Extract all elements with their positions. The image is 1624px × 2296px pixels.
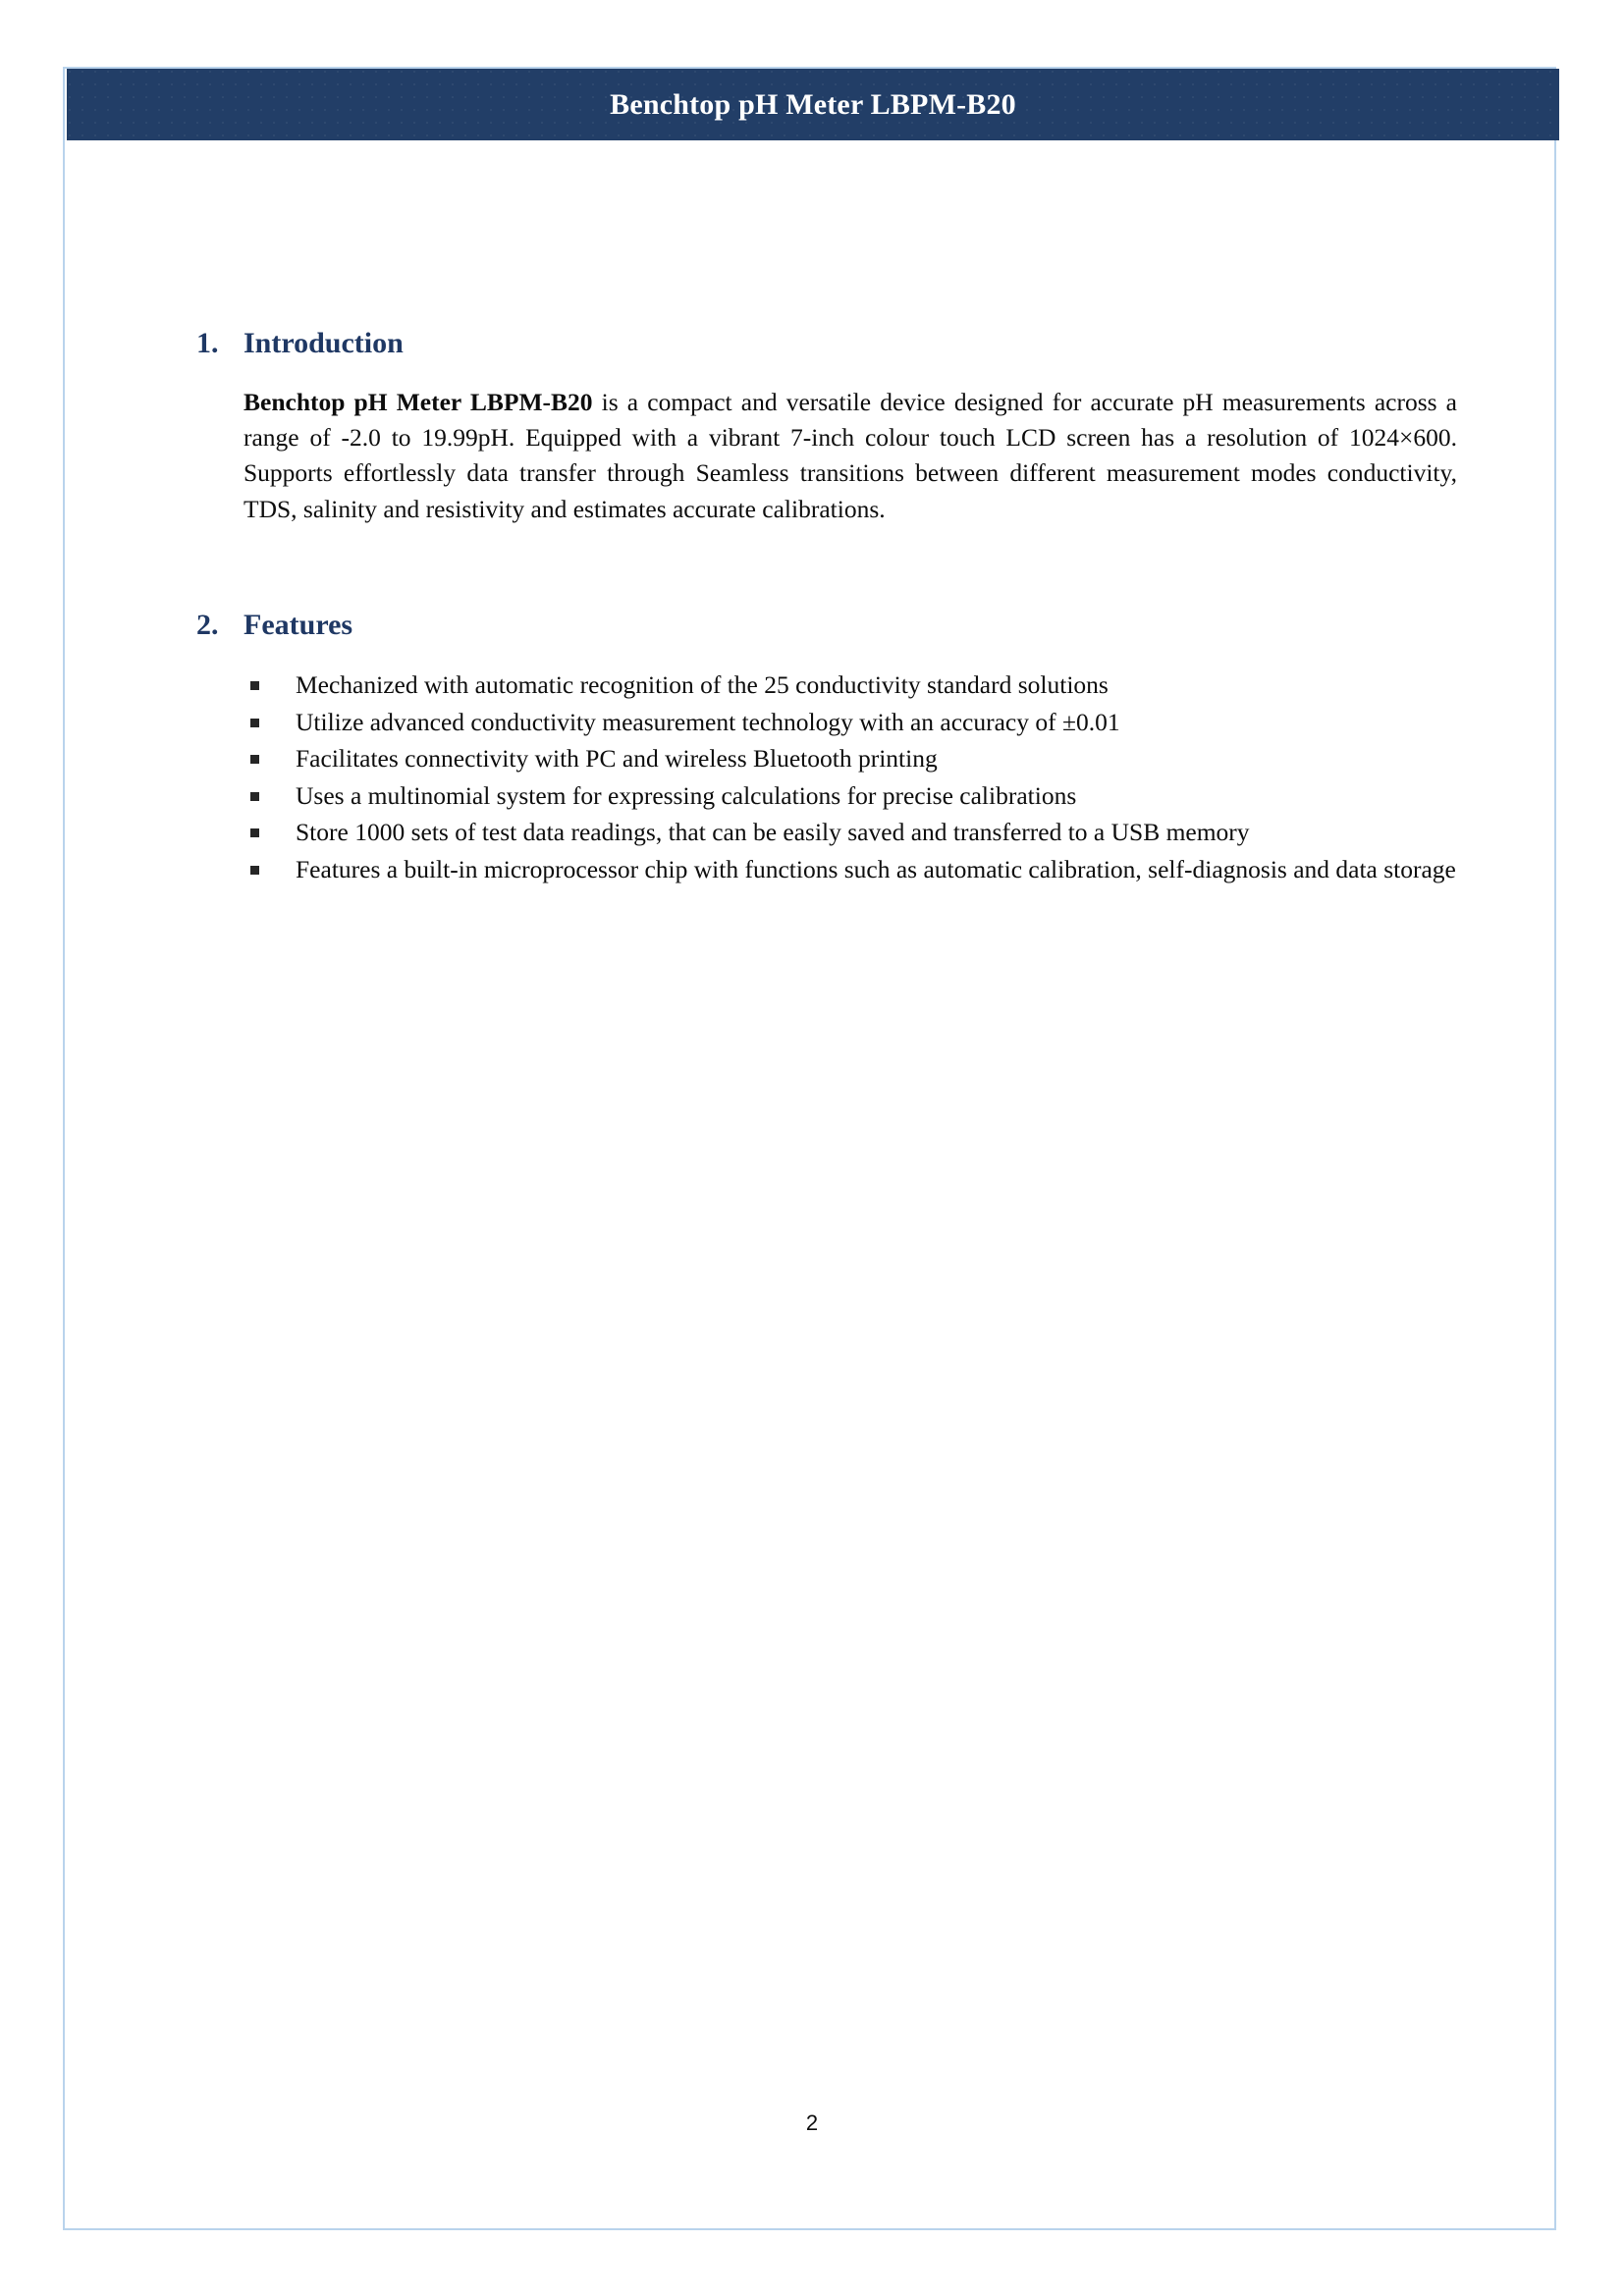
square-bullet-icon <box>250 719 259 727</box>
features-list <box>250 667 1457 887</box>
square-bullet-icon <box>250 681 259 690</box>
list-item-label: Mechanized with automatic recognition of the 25 conductivity standard solutions <box>296 670 1109 700</box>
square-bullet-icon <box>250 755 259 764</box>
page-footer <box>0 2112 1624 2135</box>
list-item-label: Utilize advanced conductivity measurement technology with an accuracy of ±0.01 <box>296 707 1120 736</box>
introduction-paragraph <box>244 385 1457 528</box>
list-item <box>250 852 1457 887</box>
section-introduction <box>196 140 1624 527</box>
list-item-label: Store 1000 sets of test data readings, that can be easily saved and transferred to a USB memory <box>296 818 1250 847</box>
section-introduction-number: 1. <box>196 327 219 359</box>
section-features-heading <box>196 609 1624 643</box>
list-item <box>250 815 1457 850</box>
list-item <box>250 705 1457 740</box>
list-item <box>250 741 1457 776</box>
list-item <box>250 778 1457 814</box>
square-bullet-icon <box>250 866 259 875</box>
square-bullet-icon <box>250 828 259 837</box>
document-title: Benchtop pH Meter LBPM-B20 <box>610 87 1016 121</box>
section-features <box>196 553 1624 887</box>
list-item-label: Uses a multinomial system for expressing calculations for precise calibrations <box>296 780 1077 810</box>
document-header-banner <box>67 69 1559 140</box>
document-content <box>0 140 1624 888</box>
section-features-number: 2. <box>196 608 219 641</box>
section-introduction-title: Introduction <box>244 327 404 359</box>
section-introduction-heading <box>196 327 1624 361</box>
list-item <box>250 667 1457 703</box>
introduction-paragraph-body: is a compact and versatile device designed for accurate pH measurements across a range of -2.0 to 19.99pH. Equipped with a vibrant 7-inch colour touch LCD screen has a resolution of 1024×600. Supports effortlessly data transfer through Seamless transitions between different measurement modes conductivity, TDS, salinity and resistivity and estimates accurate calibrations. <box>244 387 1457 523</box>
introduction-paragraph-lead: Benchtop pH Meter LBPM-B20 <box>244 387 593 416</box>
section-features-title: Features <box>244 608 353 641</box>
page-number: 2 <box>805 2110 819 2135</box>
list-item-label: Facilitates connectivity with PC and wireless Bluetooth printing <box>296 744 938 774</box>
square-bullet-icon <box>250 792 259 801</box>
list-item-label: Features a built-in microprocessor chip with functions such as automatic calibration, self-diagnosis and data storage <box>296 854 1456 883</box>
